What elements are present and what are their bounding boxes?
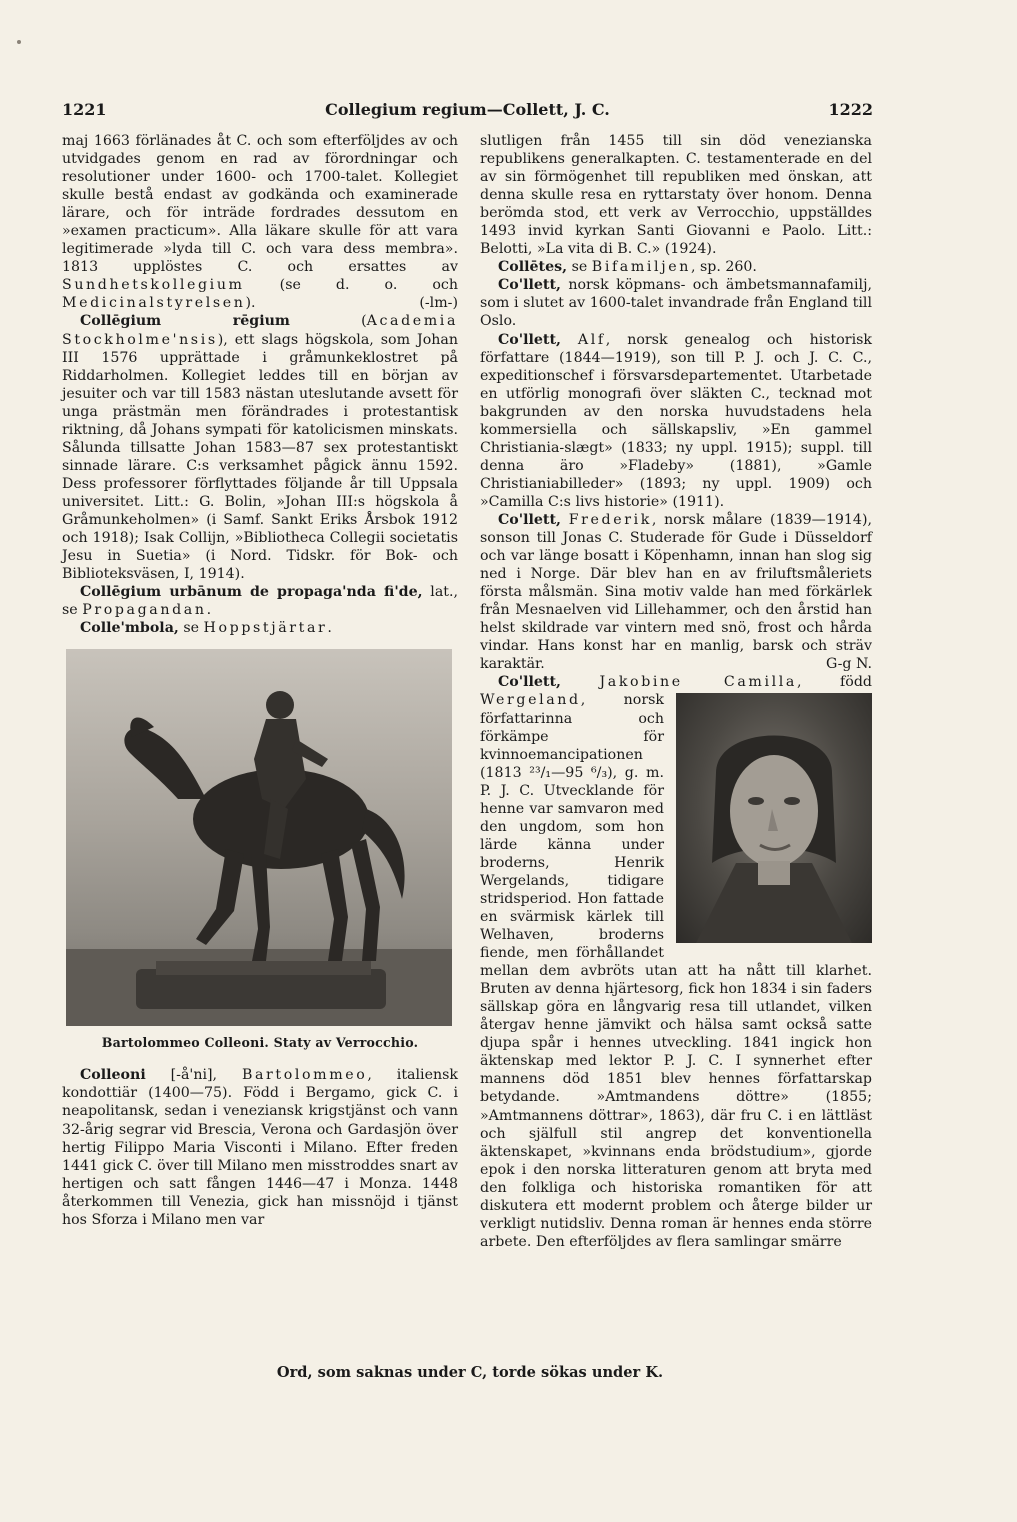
headword: Co'llett,	[498, 277, 561, 294]
colleoni-continuation: slutligen från 1455 till sin död venezianska republikens generalkapten. C. testamenterade en del av sin förmögenhet till republiken med önskan, att denna skulle resa en ryttarstaty över honom. Denna berömda stod, ett verk av Verrocchio, uppställdes 1493 invid kyrkan Santi Giovanni e Paolo. Litt.: Belotti, »La vita di B. C.» (1924).	[480, 133, 872, 258]
headword: Collēgium urbānum de propaga'nda fi'de,	[80, 584, 423, 601]
headword: Collēgium rēgium	[80, 313, 290, 330]
headword: Co'llett,	[498, 511, 561, 528]
headword: Co'llett,	[498, 674, 561, 691]
equestrian-statue-icon	[66, 649, 452, 1026]
headword: Co'llett,	[498, 331, 561, 348]
entry-colleoni: Colleoni [-å'ni], Bartolommeo, italiensk kondottiär (1400—75). Född i Bergamo, gick C. i neapolitansk, sedan i veneziansk krigstjänst och vann 32-årig segrar vid Brescia, Verona och Gardasjön över hertig Filippo Maria Visconti i Milano. Efter freden 1441 gick C. över till Milano men misstroddes snart av hertigen och satt fången 1446—47 i Monza. 1448 återkommen till Venezia, gick han missnöjd i tjänst hos Sforza i Milano men var	[62, 1067, 458, 1228]
figure-caption: Bartolommeo Colleoni. Staty av Verrocchio.	[101, 1035, 419, 1051]
author-signature: (-lm-)	[419, 295, 458, 312]
entry-collett-frederik: Co'llett, Frederik, norsk målare (1839—1914), sonson till Jonas C. Studerade för Gude i Düsseldorf och var länge bosatt i Köpenhamn, innan han slog sig ned i Norge. Där blev han en av friluftsmåleriets första målsmän. Sina motiv valde han med förkärlek från Mesnaelven vid Lillehammer, och den årstid han helst skildrade var vintern med snö, frost och hårda vindar. Hans konst har en manlig, barsk och sträv karaktär. G-g N.	[480, 511, 872, 673]
paper-speck	[17, 40, 21, 44]
running-header	[62, 100, 873, 124]
cross-reference: Propagandan	[82, 602, 207, 619]
portrait-camilla-collett	[676, 693, 872, 943]
cross-reference: Bifamiljen	[591, 259, 691, 276]
entry-collegium-urbanum: Collēgium urbānum de propaga'nda fi'de, lat., se Propagandan.	[62, 584, 458, 619]
right-page-number: 1222	[828, 100, 873, 119]
right-column	[480, 132, 872, 1251]
headword: Colle'mbola,	[80, 620, 179, 637]
collegium-medicum-continuation: maj 1663 förlänades åt C. och som efterföljdes av och utvidgades genom en rad av förordningar och resolutioner under 1600- och 1700-talet. Kollegiet skulle bestå endast av godkända och examinerade lärare, och för inträde fordrades dessutom en »examen practicum». Alla läkare skulle för att vara legitimerade »lyda till C. och vara dess membra». 1813 upplöstes C. och ersattes av Sundhetskollegium (se d. o. och Medicinalstyrelsen). (-lm-)	[62, 133, 459, 312]
figure-colleoni-statue	[66, 649, 454, 1052]
entry-collett-family: Co'llett, norsk köpmans- och ämbetsmannafamilj, som i slutet av 1600-talet invandrade från England till Oslo.	[480, 277, 872, 330]
portrait-face-icon	[676, 693, 872, 943]
left-column	[62, 132, 458, 1229]
headword: Collētes,	[498, 259, 568, 276]
page-footer-note: Ord, som saknas under C, torde sökas under K.	[276, 1364, 664, 1381]
entry-collett-alf: Co'llett, Alf, norsk genealog och historisk författare (1844—1919), son till P. J. och J. C. C., expeditionschef i försvarsdepartementet. Utarbetade en utförlig monografi över släkten C., tecknad mot bakgrunden av den norska huvudstadens hela kommersiella och sällskapsliv, »En gammel Christiania-slægt» (1833; ny uppl. 1915); suppl. till denna äro »Fladeby» (1881), »Gamle Christianiabilleder» (1893; ny uppl. 1909) och »Camilla C:s livs historie» (1911).	[480, 331, 873, 510]
entry-collegium-regium: Collēgium rēgium (Academia Stockholme'nsis), ett slags högskola, som Johan III 1576 upprättade i gråmunkeklostret på Riddarholmen. Kollegiet leddes till en början av jesuiter och var till 1583 nästan uteslutande avsett för unga prästmän men förändrades i protestantisk riktning, då Johans sympati för katolicismen minskats. Sålunda tillsatte Johan 1583—87 sex protestantiskt sinnade lärare. C:s verksamhet pågick ännu 1592. Dess professorer förflyttades följande år till Uppsala universitet. Litt.: G. Bolin, »Johan III:s högskola å Gråmunkeholmen» (i Samf. Sankt Eriks Årsbok 1912 och 1918); Isak Collijn, »Bibliotheca Collegii societatis Jesu in Suetia» (i Nord. Tidskr. för Bok- och Biblioteksväsen, I, 1914).	[62, 313, 459, 583]
headword: Colleoni	[80, 1067, 146, 1084]
running-title: Collegium regium—Collett, J. C.	[325, 100, 610, 119]
statue-photo	[66, 649, 452, 1026]
cross-reference: Hoppstjärtar	[203, 620, 328, 637]
left-page-number: 1221	[62, 100, 107, 119]
author-signature: G-g N.	[826, 656, 872, 673]
entry-colletes: Collētes, se Bifamiljen, sp. 260.	[498, 259, 757, 276]
entry-collembola: Colle'mbola, se Hoppstjärtar.	[80, 620, 332, 637]
entry-collett-camilla: Co'llett, Jakobine Camilla, född Wergeland , norsk författarinna och förkämpe för kvinnoemancipationen (1813 ²³/₁—95 ⁶/₃), g. m. P. J. C. Utvecklande för henne var samvaron med den ungdom, som hon lärde känna under broderns, Henrik Wergelands, tidigare stridsperiod. Hon fattade en svärmisk kärlek till Welhaven, broderns fiende, men förhållandet mellan dem avbröts utan att ha nått till klarhet. Bruten av denna hjärtesorg, fick hon 1834 i sin faders sällskap göra en långvarig resa till utlandet, vilken återgav henne jämvikt och hälsa samt också satte djupa spår i hennes utveckling. 1841 ingick hon äktenskap med lektor P. J. C. I synnerhet efter mannens död 1851 blev hennes författarskap betydande. »Amtmandens döttre» (1855; »Amtmannens döttrar», 1863), där fru C. i en lättläst och själfull stil angrep det konventionella äktenskapet, »kvinnans enda brödstudium», gjorde epok i den norska litteraturen genom att bryta med den folkliga och historiska romantiken för att diskutera ett modernt problem och återge bilder ur verkligt nutidsliv. Denna roman är hennes enda större arbete. Den efterföljdes av flera samlingar smärre	[480, 674, 872, 1250]
